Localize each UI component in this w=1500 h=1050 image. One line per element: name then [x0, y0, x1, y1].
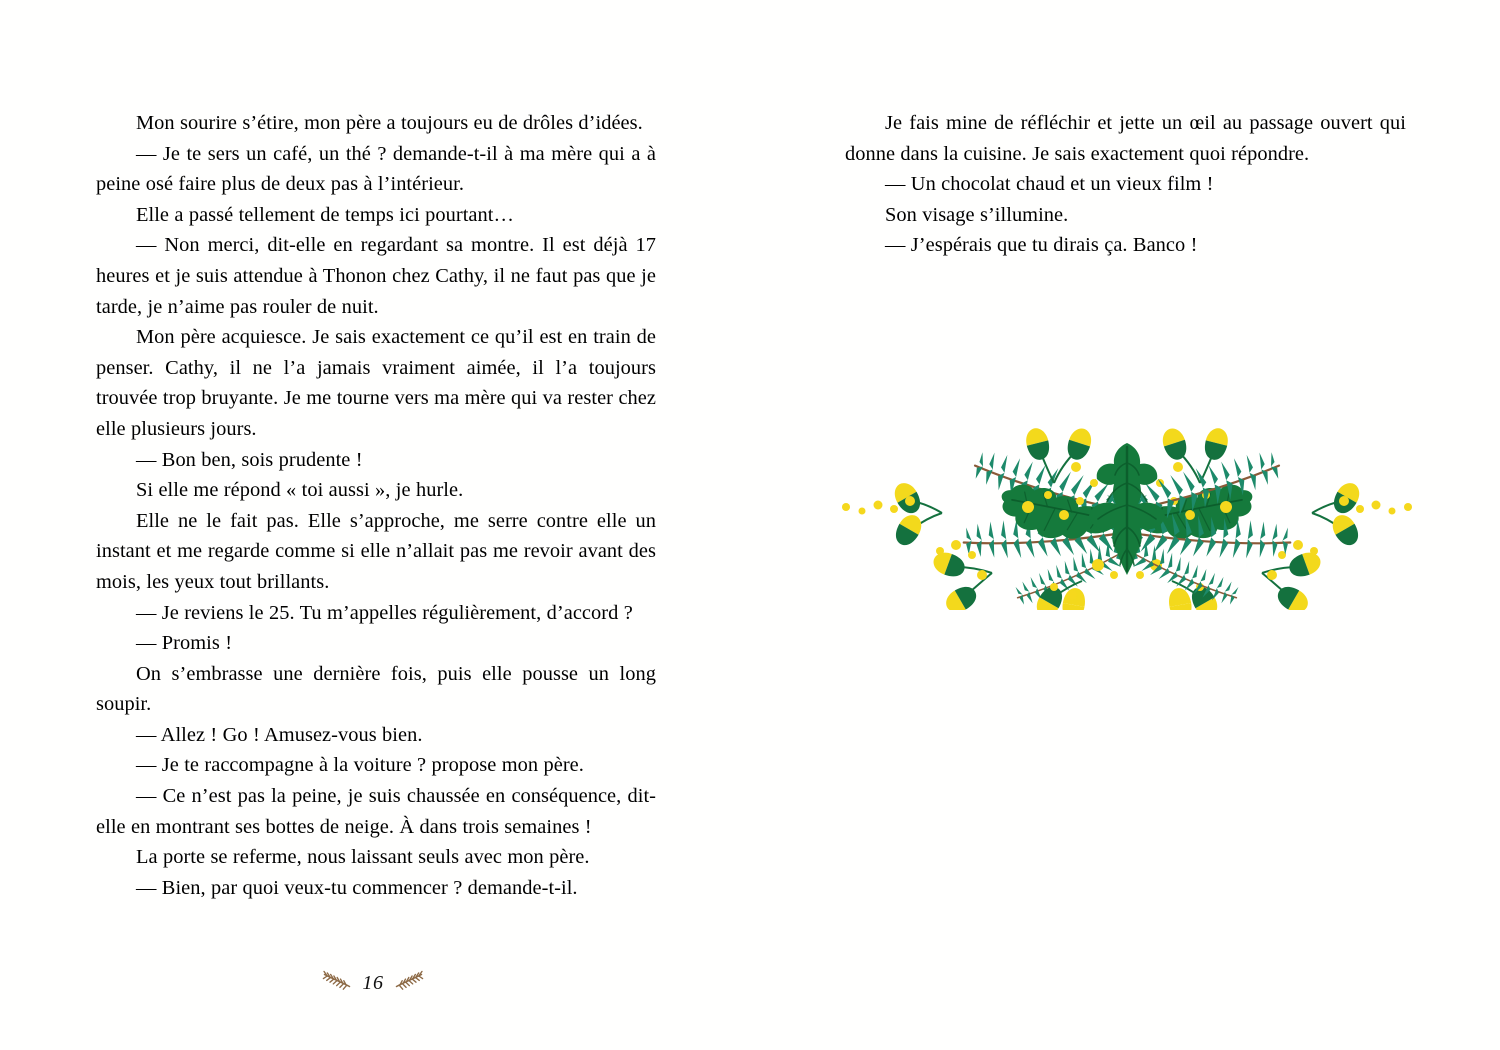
folio — [0, 970, 748, 997]
left-page-textblock — [96, 108, 656, 903]
paragraph: — Je te raccompagne à la voiture ? propose mon père. — [136, 754, 584, 777]
paragraph: — Bien, par quoi veux-tu commencer ? demande-t-il. — [136, 876, 578, 899]
paragraph: — Un chocolat chaud et un vieux film ! — [885, 173, 1214, 196]
page-number: 16 — [362, 971, 384, 994]
fern-frond-icon — [393, 970, 425, 997]
paragraph: — Promis ! — [136, 632, 233, 655]
paragraph: — Je reviens le 25. Tu m’appelles régulièrement, d’accord ? — [136, 601, 633, 624]
paragraph: — Allez ! Go ! Amusez-vous bien. — [136, 723, 423, 746]
paragraph: — Ce n’est pas la peine, je suis chaussée en conséquence, dit-elle en montrant ses bottes de neige. À dans trois semaines ! — [96, 785, 656, 838]
paragraph: — Je te sers un café, un thé ? demande-t-il à ma mère qui a à peine osé faire plus de deux pas à l’intérieur. — [96, 142, 656, 196]
paragraph: Elle a passé tellement de temps ici pourtant… — [136, 203, 514, 226]
paragraph: On s’embrasse une dernière fois, puis elle pousse un long soupir. — [96, 662, 656, 716]
paragraph: Elle ne le fait pas. Elle s’approche, me serre contre elle un instant et me regarde comme si elle n’allait pas me revoir avant des mois, les yeux tout brillants. — [96, 509, 656, 593]
paragraph: Mon père acquiesce. Je sais exactement ce qu’il est en train de penser. Cathy, il ne l’a jamais vraiment aimée, il l’a toujours trouvée trop bruyante. Je me tourne vers ma mère qui va rester chez elle plusieurs jours. — [96, 326, 656, 440]
paragraph: Mon sourire s’étire, mon père a toujours eu de drôles d’idées. — [136, 112, 643, 134]
paragraph: — J’espérais que tu dirais ça. Banco ! — [885, 234, 1198, 257]
paragraph: La porte se referme, nous laissant seuls avec mon père. — [136, 846, 590, 869]
fern-frond-icon — [321, 970, 353, 997]
paragraph: — Bon ben, sois prudente ! — [136, 448, 363, 471]
paragraph: Si elle me répond « toi aussi », je hurle. — [136, 479, 464, 502]
paragraph: Son visage s’illumine. — [885, 203, 1069, 226]
right-page-textblock — [845, 108, 1406, 261]
botanical-ornament — [832, 405, 1422, 610]
paragraph: — Non merci, dit-elle en regardant sa montre. Il est déjà 17 heures et je suis attendue à Thonon chez Cathy, il ne faut pas que je tarde, je n’aime pas rouler de nuit. — [96, 234, 656, 318]
right-page — [750, 0, 1500, 1050]
paragraph: Je fais mine de réfléchir et jette un œil au passage ouvert qui donne dans la cuisine. Je sais exactement quoi répondre. — [845, 112, 1406, 165]
